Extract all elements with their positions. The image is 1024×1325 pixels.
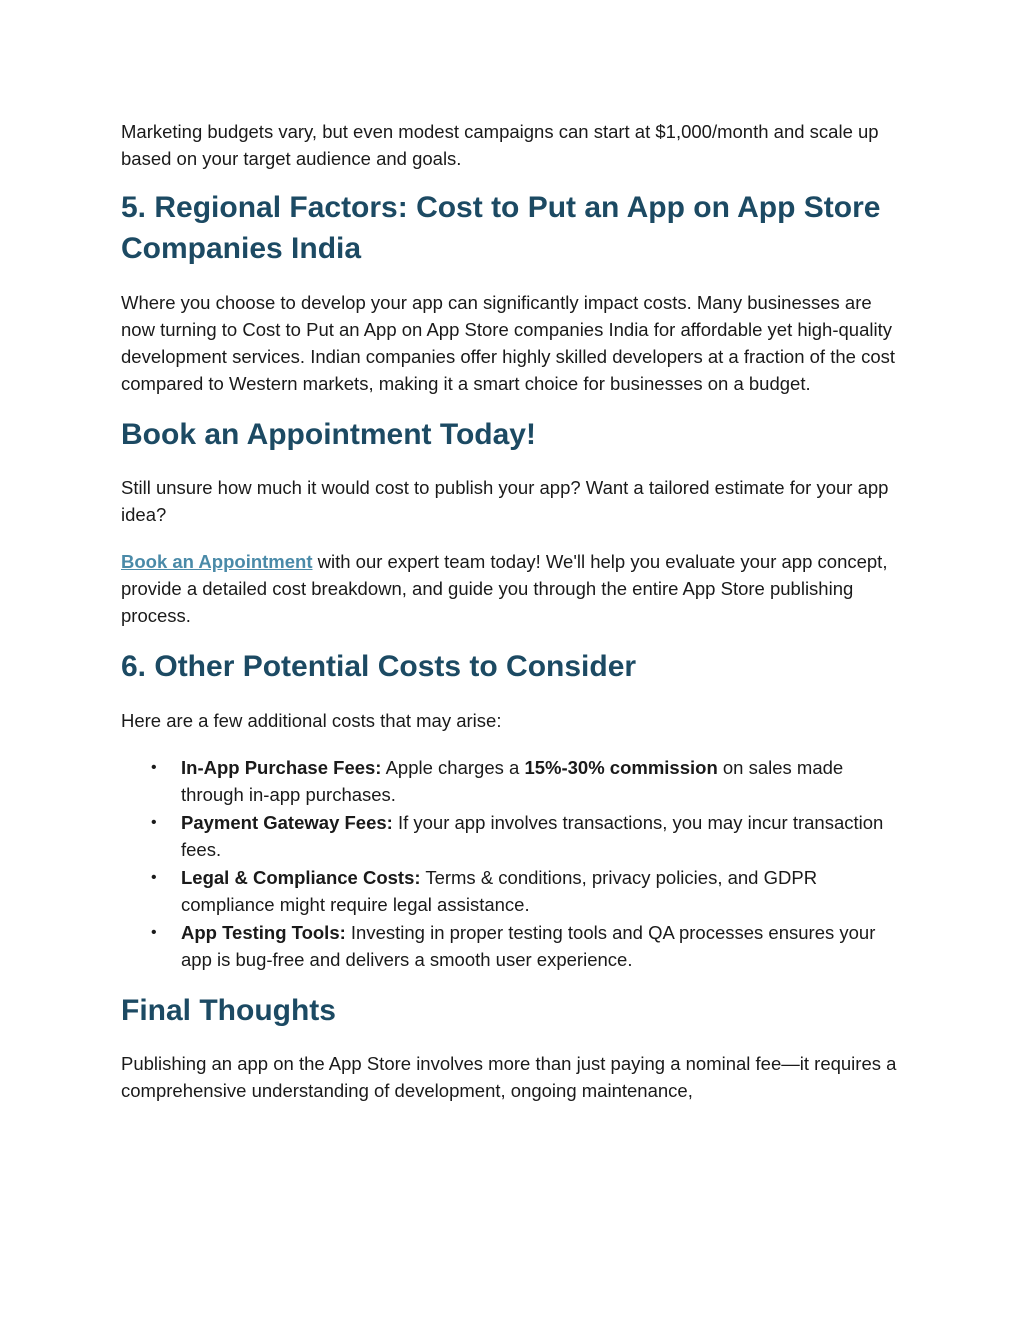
regional-factors-heading: 5. Regional Factors: Cost to Put an App on App Store Companies India [121,191,881,265]
bullet-icon: • [151,814,157,831]
final-thoughts-paragraph: Publishing an app on the App Store involves more than just paying a nominal fee—it requires a comprehensive understanding of development, ongoing maintenance, [121,1053,897,1101]
other-costs-heading: 6. Other Potential Costs to Consider [121,650,637,683]
list-item-label: App Testing Tools: [181,922,346,943]
bullet-icon: • [151,759,157,776]
bullet-icon: • [151,924,157,941]
list-item-text: Investing in proper testing tools and QA processes ensures your app is bug-free and delivers a smooth user experience. [181,922,876,970]
intro-paragraph: Marketing budgets vary, but even modest campaigns can start at $1,000/month and scale up based on your target audience and goals. [121,121,879,169]
list-item-legal-compliance-costs [121,864,906,918]
list-item-text: Apple charges a [381,757,525,778]
book-appointment-paragraph [121,548,906,629]
regional-factors-paragraph: Where you choose to develop your app can significantly impact costs. Many businesses are now turning to Cost to Put an App on App Store companies India for affordable yet high-quality development services. Indian companies offer highly skilled developers at a fraction of the cost compared to Western markets, making it a smart choice for businesses on a budget. [121,292,896,394]
final-thoughts-heading: Final Thoughts [121,994,336,1027]
commission-emphasis: 15%-30% commission [524,757,718,778]
page-content [121,118,906,1104]
list-item-payment-gateway-fees [121,809,906,863]
list-item-label: Legal & Compliance Costs: [181,867,421,888]
book-appointment-text: with our expert team today! We'll help you evaluate your app concept, provide a detailed cost breakdown, and guide you through the entire App Store publishing process. [121,551,888,626]
list-item-text: Terms & conditions, privacy policies, and GDPR compliance might require legal assistance. [181,867,818,915]
list-item-text: on sales made through in-app purchases. [181,757,844,805]
book-question-paragraph: Still unsure how much it would cost to publish your app? Want a tailored estimate for your app idea? [121,477,889,525]
other-costs-intro: Here are a few additional costs that may arise: [121,710,502,731]
book-appointment-link[interactable]: Book an Appointment [121,551,313,572]
other-costs-list [121,754,906,973]
book-appointment-heading: Book an Appointment Today! [121,418,536,451]
bullet-icon: • [151,869,157,886]
list-item-in-app-purchase-fees [121,754,906,808]
list-item-text: If your app involves transactions, you may incur transaction fees. [181,812,884,860]
list-item-label: In-App Purchase Fees: [181,757,382,778]
list-item-app-testing-tools [121,919,906,973]
list-item-label: Payment Gateway Fees: [181,812,393,833]
